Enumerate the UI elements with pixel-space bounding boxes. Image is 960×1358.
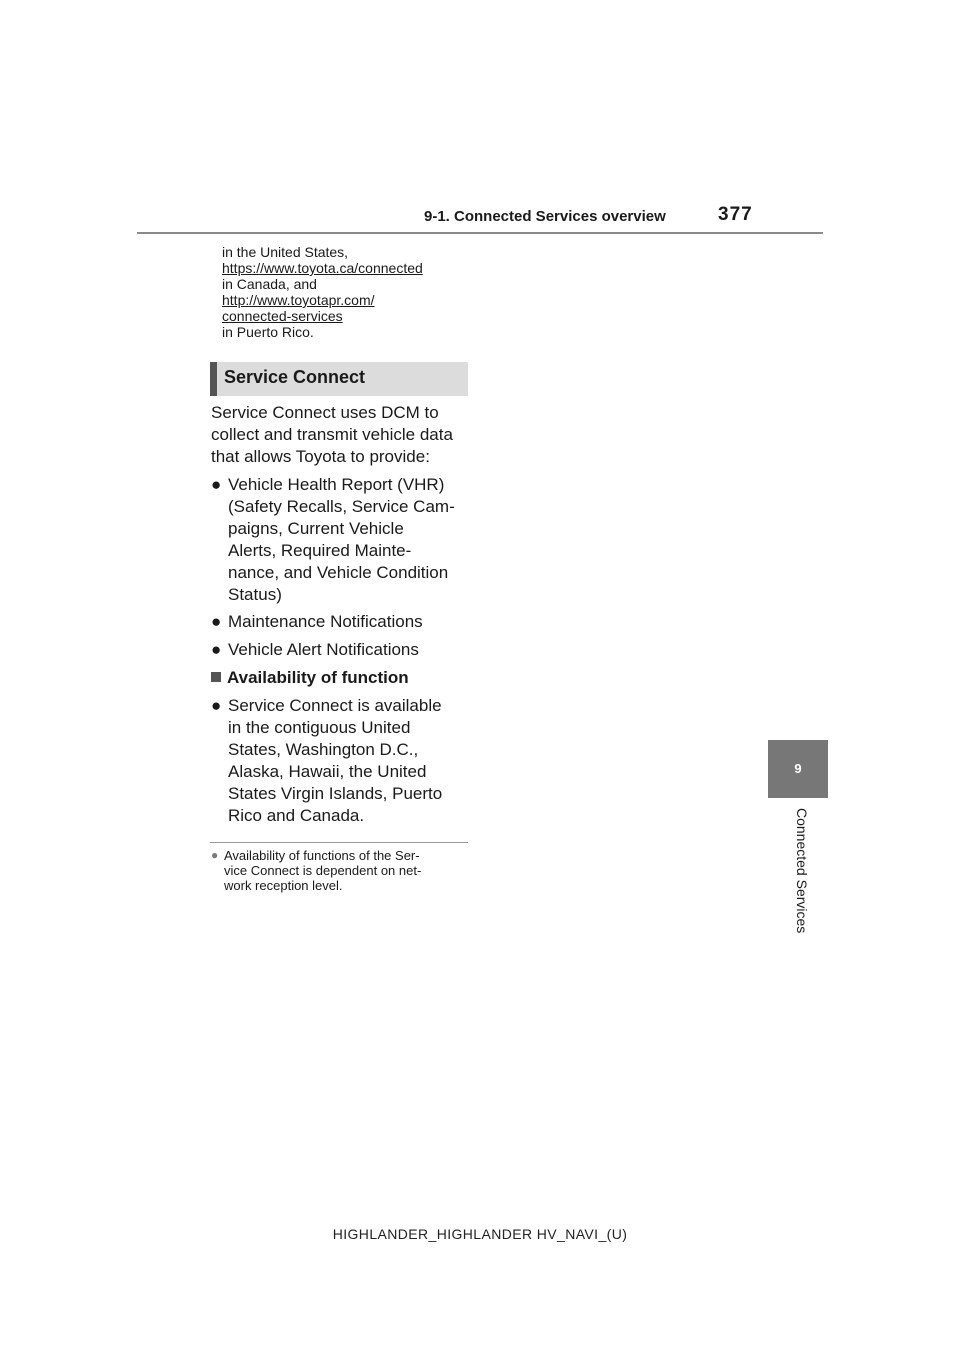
- bullet-line: Service Connect is available: [228, 696, 442, 715]
- bullet-icon: ●: [211, 612, 222, 631]
- bullet-line: nance, and Vehicle Condition: [228, 563, 449, 582]
- page-footer: HIGHLANDER_HIGHLANDER HV_NAVI_(U): [332, 1226, 628, 1242]
- bullet-line: Vehicle Alert Notifications: [228, 640, 419, 659]
- intro-line: in the United States,: [222, 244, 349, 260]
- intro-line: in Canada, and: [222, 276, 317, 292]
- bullet-vhr: [211, 474, 473, 606]
- bullet-line: Status): [228, 585, 282, 604]
- header-divider: [137, 232, 823, 234]
- note-divider: [210, 842, 468, 843]
- bullet-line: (Safety Recalls, Service Cam-: [228, 497, 455, 516]
- availability-heading-text: Availability of function: [227, 668, 409, 687]
- bullet-availability: [211, 695, 473, 827]
- paragraph-line: Service Connect uses DCM to: [211, 403, 439, 422]
- bullet-icon: ●: [211, 696, 222, 715]
- intro-text: [222, 244, 423, 340]
- intro-line: in Puerto Rico.: [222, 324, 314, 340]
- square-bullet-icon: [211, 672, 221, 682]
- note-line: work reception level.: [224, 878, 343, 893]
- bullet-line: Alerts, Required Mainte-: [228, 541, 412, 560]
- intro-paragraph: [211, 402, 453, 468]
- bullet-line: States Virgin Islands, Puerto: [228, 784, 443, 803]
- bullet-line: Vehicle Health Report (VHR): [228, 475, 445, 494]
- note-line: Availability of functions of the Ser-: [224, 848, 420, 863]
- chapter-tab-number: 9: [768, 740, 828, 798]
- canada-link[interactable]: https://www.toyota.ca/connected: [222, 260, 423, 276]
- availability-heading: [211, 667, 409, 689]
- page-number: 377: [718, 204, 753, 225]
- bullet-line: States, Washington D.C.,: [228, 740, 419, 759]
- bullet-line: Rico and Canada.: [228, 806, 365, 825]
- paragraph-line: collect and transmit vehicle data: [211, 425, 453, 444]
- bullet-line: in the contiguous United: [228, 718, 411, 737]
- bullet-line: Maintenance Notifications: [228, 612, 423, 631]
- section-title: 9-1. Connected Services overview: [424, 208, 666, 225]
- chapter-tab-label: Connected Services: [794, 808, 810, 934]
- bullet-icon: ●: [211, 640, 222, 659]
- paragraph-line: that allows Toyota to provide:: [211, 447, 430, 466]
- bullet-line: paigns, Current Vehicle: [228, 519, 404, 538]
- bullet-alert: [211, 639, 473, 661]
- bullet-line: Alaska, Hawaii, the United: [228, 762, 427, 781]
- service-connect-heading: Service Connect: [210, 362, 468, 396]
- puerto-rico-link-cont[interactable]: connected-services: [222, 308, 343, 324]
- note-bullet-icon: ●: [211, 848, 219, 862]
- puerto-rico-link[interactable]: http://www.toyotapr.com/: [222, 292, 375, 308]
- bullet-maintenance: [211, 611, 473, 633]
- availability-note: [211, 848, 471, 893]
- note-line: vice Connect is dependent on net-: [224, 863, 422, 878]
- bullet-icon: ●: [211, 475, 222, 494]
